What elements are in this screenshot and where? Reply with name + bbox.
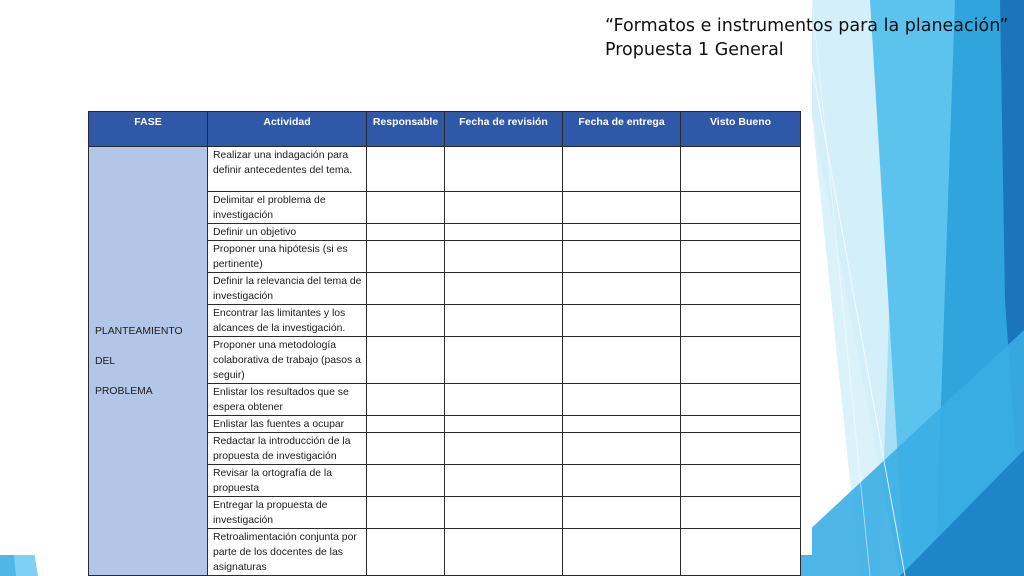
actividad-cell: Definir la relevancia del tema de investigación <box>208 273 367 305</box>
fecha-entrega-cell[interactable] <box>563 224 681 241</box>
header-fase: FASE <box>89 112 208 147</box>
responsable-cell[interactable] <box>367 192 445 224</box>
responsable-cell[interactable] <box>367 529 445 576</box>
actividad-cell: Definir un objetivo <box>208 224 367 241</box>
slide-title-line2: Propuesta 1 General <box>605 40 784 60</box>
header-responsable: Responsable <box>367 112 445 147</box>
fase-line3: PROBLEMA <box>95 385 153 397</box>
fecha-revision-cell[interactable] <box>445 147 563 192</box>
responsable-cell[interactable] <box>367 416 445 433</box>
header-fecha-revision: Fecha de revisión <box>445 112 563 147</box>
fecha-revision-cell[interactable] <box>445 433 563 465</box>
fecha-revision-cell[interactable] <box>445 465 563 497</box>
header-actividad: Actividad <box>208 112 367 147</box>
actividad-cell: Proponer una hipótesis (si es pertinente) <box>208 241 367 273</box>
actividad-cell: Enlistar las fuentes a ocupar <box>208 416 367 433</box>
responsable-cell[interactable] <box>367 147 445 192</box>
fecha-entrega-cell[interactable] <box>563 273 681 305</box>
responsable-cell[interactable] <box>367 241 445 273</box>
responsable-cell[interactable] <box>367 337 445 384</box>
fecha-entrega-cell[interactable] <box>563 384 681 416</box>
actividad-cell: Enlistar los resultados que se espera obtener <box>208 384 367 416</box>
actividad-cell: Realizar una indagación para definir antecedentes del tema. <box>208 147 367 192</box>
responsable-cell[interactable] <box>367 273 445 305</box>
fase-cell <box>89 147 208 576</box>
actividad-cell: Proponer una metodología colaborativa de trabajo (pasos a seguir) <box>208 337 367 384</box>
fecha-entrega-cell[interactable] <box>563 497 681 529</box>
fecha-revision-cell[interactable] <box>445 497 563 529</box>
fecha-entrega-cell[interactable] <box>563 241 681 273</box>
visto-bueno-cell[interactable] <box>681 433 801 465</box>
fecha-revision-cell[interactable] <box>445 416 563 433</box>
table-header-row <box>89 112 801 147</box>
visto-bueno-cell[interactable] <box>681 305 801 337</box>
visto-bueno-cell[interactable] <box>681 416 801 433</box>
responsable-cell[interactable] <box>367 305 445 337</box>
responsable-cell[interactable] <box>367 384 445 416</box>
actividad-cell: Encontrar las limitantes y los alcances de la investigación. <box>208 305 367 337</box>
actividad-cell: Entregar la propuesta de investigación <box>208 497 367 529</box>
actividad-cell: Retroalimentación conjunta por parte de los docentes de las asignaturas <box>208 529 367 576</box>
fecha-revision-cell[interactable] <box>445 305 563 337</box>
header-visto-bueno: Visto Bueno <box>681 112 801 147</box>
actividad-cell: Revisar la ortografía de la propuesta <box>208 465 367 497</box>
fecha-entrega-cell[interactable] <box>563 465 681 497</box>
slide-title <box>605 14 1008 62</box>
fase-spacer <box>95 369 207 384</box>
header-fecha-entrega: Fecha de entrega <box>563 112 681 147</box>
fecha-revision-cell[interactable] <box>445 241 563 273</box>
fecha-revision-cell[interactable] <box>445 192 563 224</box>
responsable-cell[interactable] <box>367 224 445 241</box>
visto-bueno-cell[interactable] <box>681 192 801 224</box>
fecha-entrega-cell[interactable] <box>563 433 681 465</box>
fase-line2: DEL <box>95 355 116 367</box>
visto-bueno-cell[interactable] <box>681 147 801 192</box>
slide-title-line1: “Formatos e instrumentos para la planeación” <box>605 16 1009 36</box>
visto-bueno-cell[interactable] <box>681 273 801 305</box>
actividad-cell: Delimitar el problema de investigación <box>208 192 367 224</box>
fecha-revision-cell[interactable] <box>445 224 563 241</box>
fecha-revision-cell[interactable] <box>445 273 563 305</box>
responsable-cell[interactable] <box>367 497 445 529</box>
visto-bueno-cell[interactable] <box>681 337 801 384</box>
visto-bueno-cell[interactable] <box>681 529 801 576</box>
fecha-revision-cell[interactable] <box>445 384 563 416</box>
fase-line1: PLANTEAMIENTO <box>95 325 183 337</box>
fecha-revision-cell[interactable] <box>445 337 563 384</box>
visto-bueno-cell[interactable] <box>681 384 801 416</box>
visto-bueno-cell[interactable] <box>681 241 801 273</box>
fecha-entrega-cell[interactable] <box>563 147 681 192</box>
fecha-revision-cell[interactable] <box>445 529 563 576</box>
fecha-entrega-cell[interactable] <box>563 529 681 576</box>
fecha-entrega-cell[interactable] <box>563 192 681 224</box>
fecha-entrega-cell[interactable] <box>563 305 681 337</box>
visto-bueno-cell[interactable] <box>681 497 801 529</box>
planning-table <box>88 111 801 576</box>
responsable-cell[interactable] <box>367 465 445 497</box>
visto-bueno-cell[interactable] <box>681 224 801 241</box>
responsable-cell[interactable] <box>367 433 445 465</box>
fase-spacer <box>95 339 207 354</box>
actividad-cell: Redactar la introducción de la propuesta de investigación <box>208 433 367 465</box>
table-row <box>89 147 801 192</box>
visto-bueno-cell[interactable] <box>681 465 801 497</box>
fecha-entrega-cell[interactable] <box>563 337 681 384</box>
fecha-entrega-cell[interactable] <box>563 416 681 433</box>
